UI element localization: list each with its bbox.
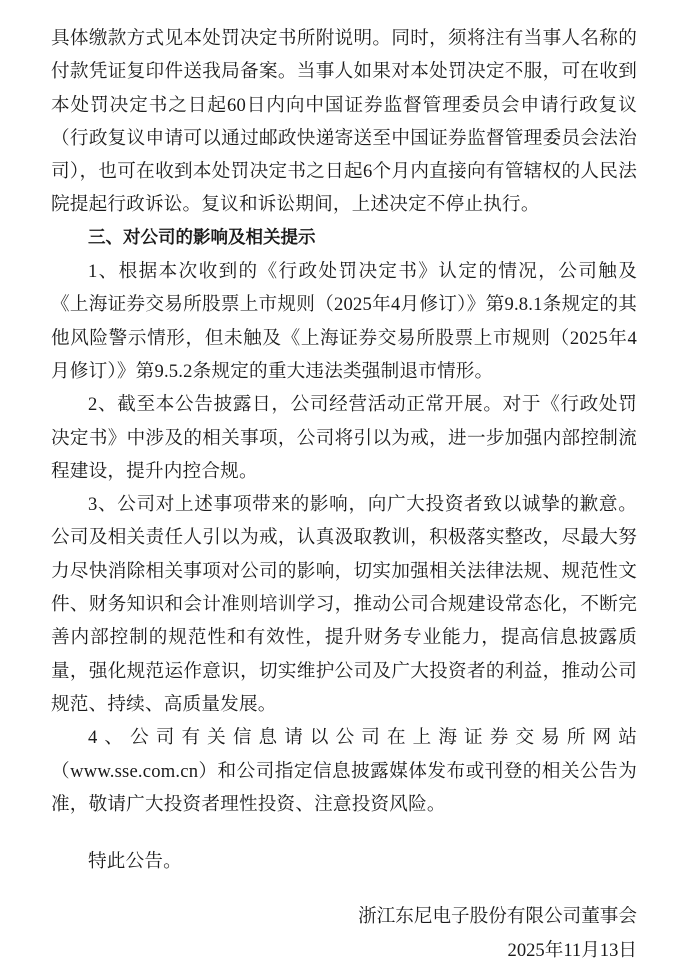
closing-statement: 特此公告。 xyxy=(88,851,182,873)
section-heading-impact: 三、对公司的影响及相关提示 xyxy=(88,227,316,248)
item-4-information-disclosure: 4、公司有关信息请以公司在上海证券交易所网站（www.sse.com.cn）和公司指定信息披露媒体发布或刊登的相关公告为准，敬请广大投资者理性投资、注意投资风险。 xyxy=(51,727,637,815)
paragraph-penalty-payment-and-appeal: 具体缴款方式见本处罚决定书所附说明。同时，须将注有当事人名称的付款凭证复印件送我局备案。当事人如果对本处罚决定不服，可在收到本处罚决定书之日起60日内向中国证券监督管理委员会申请行政复议（行政复议申请可以通过邮政快递寄送至中国证券监督管理委员会法治司），也可在收到本处罚决定书之日起6个月内直接向有管辖权的人民法院提起行政诉讼。复议和诉讼期间，上述决定不停止执行。 xyxy=(51,28,637,216)
item-3-apology-and-rectification: 3、公司对上述事项带来的影响，向广大投资者致以诚挚的歉意。公司及相关责任人引以为戒，认真汲取教训，积极落实整改，尽最大努力尽快消除相关事项对公司的影响，切实加强相关法律法规、规范性文件、财务知识和会计准则培训学习，推动公司合规建设常态化，不断完善内部控制的规范性和有效性，提升财务专业能力，提高信息披露质量，强化规范运作意识，切实维护公司及广大投资者的利益，推动公司规范、持续、高质量发展。 xyxy=(51,494,637,715)
item-2-operations-normal: 2、截至本公告披露日，公司经营活动正常开展。对于《行政处罚决定书》中涉及的相关事项，公司将引以为戒，进一步加强内部控制流程建设，提升内控合规。 xyxy=(51,394,637,482)
document-page xyxy=(51,22,637,967)
item-1-listing-rules: 1、根据本次收到的《行政处罚决定书》认定的情况，公司触及《上海证券交易所股票上市规则（2025年4月修订）》第9.8.1条规定的其他风险警示情形，但未触及《上海证券交易所股票上市规则（2025年4月修订）》第9.5.2条规定的重大违法类强制退市情形。 xyxy=(51,261,637,382)
signature-organization: 浙江东尼电子股份有限公司董事会 xyxy=(358,906,637,928)
signature-block xyxy=(51,900,637,967)
signature-date: 2025年11月13日 xyxy=(507,939,637,961)
